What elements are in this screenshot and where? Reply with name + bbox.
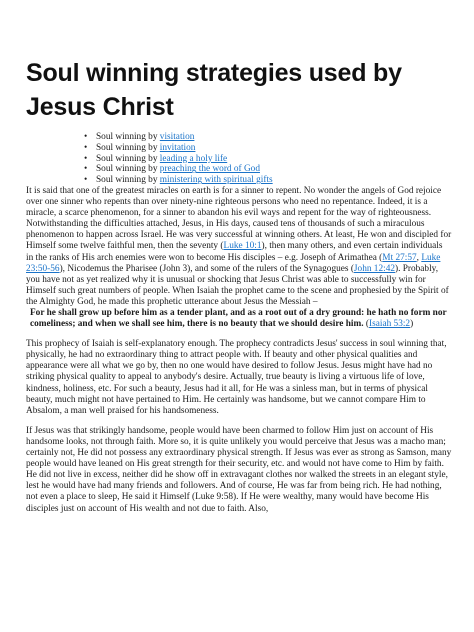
paragraph-appearance: If Jesus was that strikingly handsome, people would have been charmed to follow Him just on account of His handsome looks, not through faith. More so, it is quite unlikely you would perceive that Jesus was a macho man; certainly not, He did not possess any extraordinary physical strength. If Jesus was ever as strong as Samson, many people would have leaned on His great strength for their security, etc. and would not have come to Him by faith. He did not live in excess, neither did he show off in extravagant clothes nor walked the streets in an elegant style, lest he would have had many friends and followers. And of course, He was far from being rich. He had nothing, not even a place to sleep, He said it Himself (Luke 9:58). If He were wealthy, many would have become His disciples just on account of His wealth and not due to faith. Also,	[26, 425, 452, 514]
paragraph-prophecy: This prophecy of Isaiah is self-explanatory enough. The prophecy contradicts Jesus' success in soul winning that, physically, he had no extraordinary thing to attract people with. If beauty and other physical qualities and appearance were all what we go by, then no one would have desired to follow Jesus. Jesus might have had no striking physical quality to appeal to anybody's desire. Actually, true beauty is living a virtuous life of love, kindness, holiness, etc. For such a beauty, Jesus had it all, for He was a sinless man, but in terms of physical beauty, much might not have pertained to Him. He certainly was handsome, but we cannot compare Him to Absalom, a man well praised for his handsomeness.	[26, 339, 447, 416]
ref-john-12-42[interactable]: John 12:42	[353, 263, 395, 274]
spacer	[26, 330, 452, 339]
ref-mt-27-57[interactable]: Mt 27:57	[382, 252, 417, 263]
list-item: • Soul winning by leading a holy life	[96, 154, 452, 165]
link-spiritual-gifts[interactable]: ministering with spiritual gifts	[159, 175, 273, 186]
link-invitation[interactable]: invitation	[159, 142, 196, 153]
scripture-quote: For he shall grow up before him as a tender plant, and as a root out of a dry ground: he hath no form nor comeliness; and when we shall see him, there is no beauty that we should desire him. (Isaiah 53:2)	[30, 308, 447, 330]
link-preaching[interactable]: preaching the word of God	[159, 164, 260, 175]
spacer	[26, 417, 452, 426]
link-holy-life[interactable]: leading a holy life	[159, 153, 228, 164]
page-title: Soul winning strategies used by Jesus Christ	[26, 59, 402, 121]
ref-isaiah-53-2[interactable]: Isaiah 53:2	[369, 319, 411, 330]
link-visitation[interactable]: visitation	[159, 132, 195, 142]
list-item: • Soul winning by visitation	[96, 132, 452, 143]
list-item: • Soul winning by invitation	[96, 143, 452, 154]
ref-luke-10-1[interactable]: Luke 10:1	[223, 241, 262, 252]
paragraph-intro: It is said that one of the greatest miracles on earth is for a sinner to repent. No wonder the angels of God rejoice over one sinner who repents than over ninety-nine righteous persons who need no repentance. Indeed, it is a miracle, a scarce phenomenon, for a sinner to abandon his evil ways and repent for the way of righteousness. Notwithstanding the difficulties attached, Jesus, in His days, caused tens of thousands of such a miraculous phenomenon to happen across Israel. He was very successful at winning others. At least, He won and discipled for Himself some twelve faithful men, then the seventy (Luke 10:1), then many others, and even certain individuals in the ranks of His arch enemies were won to become His disciples – e.g. Joseph of Arimathea (Mt 27:57, Luke 23:50-56), Nicodemus the Pharisee (John 3), and some of the rulers of the Synagogues (John 12:42). Probably, you have not as yet realized why it is unusual or shocking that Jesus Christ was able to successfully win for Himself such great numbers of people. When Isaiah the prophet came to the scene and prophesied by the Spirit of the Almighty God, he made this prophetic utterance about Jesus the Messiah –	[26, 185, 452, 307]
ref-luke-23-50[interactable]: Luke 23:50-56	[26, 252, 441, 274]
list-item: • Soul winning by ministering with spiritual gifts	[96, 175, 452, 186]
list-item: • Soul winning by preaching the word of God	[96, 164, 452, 175]
strategy-list	[26, 132, 452, 186]
